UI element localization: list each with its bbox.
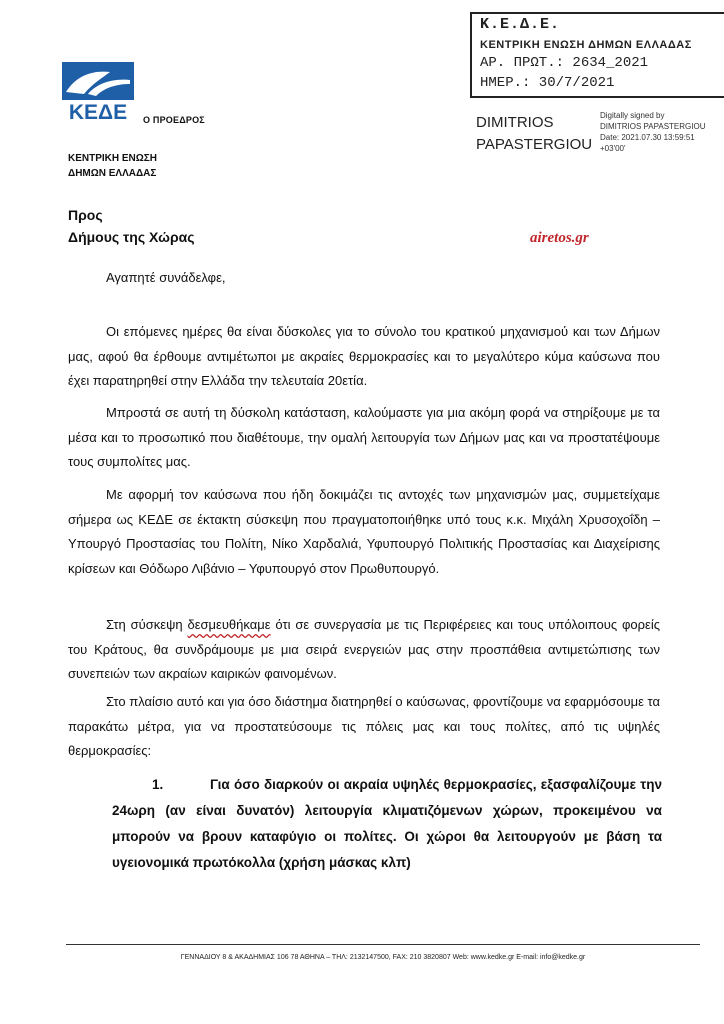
paragraph-4-start: Στη σύσκεψη [106,617,188,632]
paragraph-4 [68,613,660,687]
org-title: Ο ΠΡΟΕΔΡΟΣ [143,115,205,125]
signature-last-name: PAPASTERGIOU [476,136,593,153]
recipient-line2: Δήμους της Χώρας [68,229,195,245]
org-name-line2: ΔΗΜΩΝ ΕΛΛΑΔΑΣ [68,168,157,179]
greeting: Αγαπητέ συνάδελφε, [106,270,226,285]
paragraph-5: Στο πλαίσιο αυτό και για όσο διάστημα διατηρηθεί ο καύσωνας, φροντίζουμε να εφαρμόσουμε τα παρακάτω μέτρα, για να προστατεύσουμε τις πόλεις μας και τους πολίτες, από τις υψηλές θερμοκρασίες: [68,694,660,758]
paragraph-1: Οι επόμενες ημέρες θα είναι δύσκολες για το σύνολο του κρατικού μηχανισμού και των Δήμων μας, αφού θα έρθουμε αντιμέτωποι με ακραίες θερμοκρασίες και το μεγαλύτερο κύμα καύσωνα που έχει παρατηρηθεί στην Ελλάδα την τελευταία 20ετία. [68,324,660,388]
footer-divider [66,944,700,945]
signature-info-line1: Digitally signed by [600,111,665,120]
svg-text:ΚΕΔΕ: ΚΕΔΕ [68,101,128,122]
recipient [68,204,195,248]
org-name [68,151,157,181]
stamp-org-name: ΚΕΝΤΡΙΚΗ ΕΝΩΣΗ ΔΗΜΩΝ ΕΛΛΑΔΑΣ [480,39,692,51]
watermark: airetos.gr [530,230,589,246]
stamp-date: ΗΜΕΡ.: 30/7/2021 [480,75,615,91]
signature-info-line2: DIMITRIOS PAPASTERGIOU [600,122,706,131]
signature-info [600,110,706,154]
protocol-stamp [470,12,724,98]
measure-text: Για όσο διαρκούν οι ακραία υψηλές θερμοκρασίες, εξασφαλίζουμε την 24ωρη (αν είναι δυνατόν) λειτουργία κλιματιζόμενων χώρων, προκειμένου να μπορούν να βρουν καταφύγιο οι πολίτες. Οι χώροι θα λειτουργούν με βάση τα υγειονομικά πρωτόκολλα (χρήση μάσκας κλπ) [112,777,662,870]
measure-number: 1. [152,777,164,792]
signature-info-line4: +03'00' [600,144,626,153]
org-name-line1: ΚΕΝΤΡΙΚΗ ΕΝΩΣΗ [68,153,158,164]
stamp-org-abbrev: Κ.Ε.Δ.Ε. [480,16,561,33]
kede-logo-mark [62,62,134,122]
paragraph-3: Με αφορμή τον καύσωνα που ήδη δοκιμάζει τις αντοχές των μηχανισμών μας, συμμετείχαμε σήμερα ως ΚΕΔΕ σε έκτακτη σύσκεψη που πραγματοποιήθηκε υπό τους κ.κ. Μιχάλη Χρυσοχοΐδη – Υπουργό Προστασίας του Πολίτη, Νίκο Χαρδαλιά, Υφυπουργό Πολιτικής Προστασίας και Διαχείρισης κρίσεων και Θόδωρο Λιβάνιο – Υφυπουργό στον Πρωθυπουργό. [68,487,660,576]
measure-item [112,772,662,876]
signature-info-line3: Date: 2021.07.30 13:59:51 [600,133,695,142]
paragraph-4-underlined-word: δεσμευθήκαμε [187,617,271,632]
footer-address: ΓΕΝΝΑΔΙΟΥ 8 & ΑΚΑΔΗΜΙΑΣ 106 78 ΑΘΗΝΑ – ΤΗΛ: 2132147500, FAX: 210 3820807 Web: www.kedke.gr E-mail: info@kedke.gr [180,954,586,961]
recipient-line1: Προς [68,207,103,223]
signature-first-name: DIMITRIOS [476,114,554,131]
kede-logo [62,62,134,122]
signature-name [476,112,592,156]
paragraph-4-end: ότι σε συνεργασία με τις Περιφέρειες και τους υπόλοιπους φορείς του Κράτους, θα συνδράμουμε με μια σειρά ενεργειών μας στην προσπάθεια αντιμετώπισης των συνεπειών των ακραίων καιρικών φαινομένων. [68,617,661,681]
paragraph-2: Μπροστά σε αυτή τη δύσκολη κατάσταση, καλούμαστε για μια ακόμη φορά να στηρίξουμε με τα μέσα και το προσωπικό που διαθέτουμε, την ομαλή λειτουργία των Δήμων μας και να προστατέψουμε τους συμπολίτες μας. [68,405,660,469]
stamp-protocol-number: ΑΡ. ΠΡΩΤ.: 2634_2021 [480,55,649,71]
